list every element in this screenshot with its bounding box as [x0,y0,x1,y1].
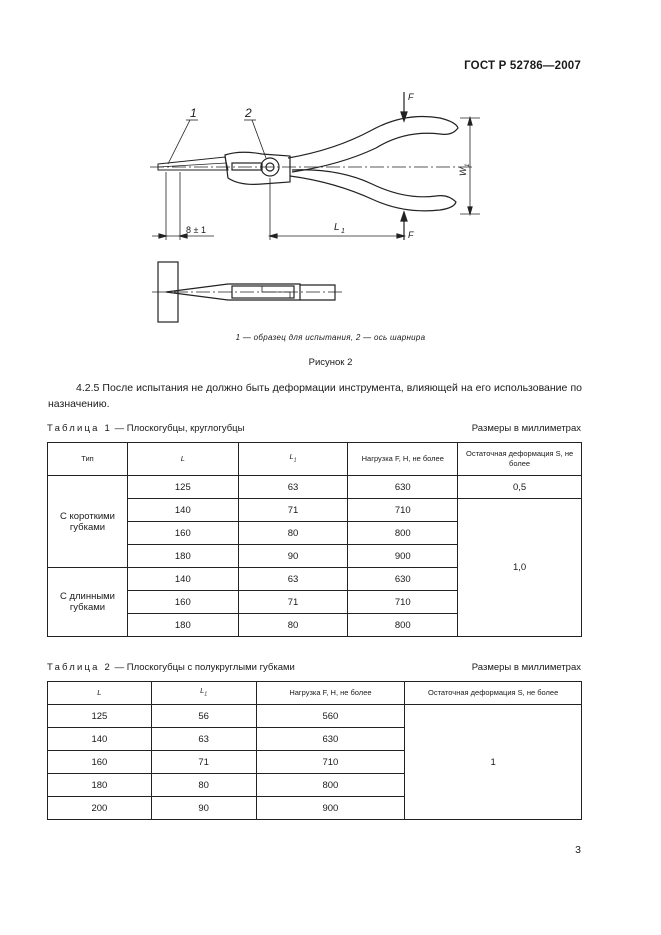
table2-cell: 160 [48,751,152,774]
table1-cell: 800 [348,522,458,545]
table1-header-deformation: Остаточная деформация S, не более [458,443,582,476]
table2-cell: 900 [256,797,405,820]
table1-header-l1: $L_1$ [238,443,348,476]
table1-cell: 630 [348,476,458,499]
table1-header-l: L [127,443,238,476]
callout-1: 1 [190,106,197,120]
table2-cell: 56 [151,705,256,728]
table2-cell: 90 [151,797,256,820]
pliers-drawing [0,0,661,340]
dim-8: 8 ± 1 [186,225,206,235]
table1-cell: 630 [348,568,458,591]
table2-deformation: 1 [405,705,582,820]
callout-2: 2 [245,106,252,120]
table2-cell: 560 [256,705,405,728]
table2-cell: 710 [256,751,405,774]
table2-cell: 800 [256,774,405,797]
table1 [47,442,582,637]
table1-cell: 71 [238,499,348,522]
document-code: ГОСТ Р 52786—2007 [464,60,581,72]
table1-header-type: Тип [48,443,128,476]
table2-header-l: L [48,682,152,705]
table2 [47,681,582,820]
table2-title [47,662,295,673]
figure-legend: 1 — образец для испытания, 2 — ось шарнира [235,333,426,342]
table1-cell: 140 [127,568,238,591]
table1-cell: 710 [348,591,458,614]
table1-deformation-1: 0,5 [458,476,582,499]
table2-cell: 200 [48,797,152,820]
figure-caption: Рисунок 2 [308,357,353,368]
page-number: 3 [575,844,581,856]
table1-cell: 140 [127,499,238,522]
w1-sub: 1 [465,163,471,167]
table1-group-short: С короткими губками [48,476,128,568]
table1-units: Размеры в миллиметрах [471,423,581,434]
table1-cell: 71 [238,591,348,614]
table1-cell: 710 [348,499,458,522]
table1-cell: 160 [127,522,238,545]
table1-cell: 900 [348,545,458,568]
table1-label: Таблица 1 [47,423,112,434]
table2-cell: 125 [48,705,152,728]
table1-cell: 80 [238,522,348,545]
table1-cell: 180 [127,614,238,637]
table1-group-long: С длинными губками [48,568,128,637]
table2-header-deformation: Остаточная деформация S, не более [405,682,582,705]
table1-cell: 80 [238,614,348,637]
table1-cell: 180 [127,545,238,568]
table1-cell: 63 [238,568,348,591]
table2-title-text: — Плоскогубцы с полукруглыми губками [114,662,295,673]
clause-paragraph: 4.2.5 После испытания не должно быть деформации инструмента, влияющей на его использование по назначению. [48,382,582,410]
force-label-top: F [408,92,414,102]
table2-header-load: Нагрузка F, Н, не более [256,682,405,705]
table1-title-text: — Плоскогубцы, круглогубцы [114,423,245,434]
table2-cell: 71 [151,751,256,774]
table1-cell: 800 [348,614,458,637]
table2-units: Размеры в миллиметрах [471,662,581,673]
force-label-bottom: F [408,230,414,240]
table2-cell: 80 [151,774,256,797]
table1-deformation-2: 1,0 [458,499,582,637]
table1-title [47,423,244,434]
table2-cell: 140 [48,728,152,751]
l1-label: L [334,222,340,233]
table2-label: Таблица 2 [47,662,112,673]
l1-sub: 1 [341,228,345,235]
table2-cell: 180 [48,774,152,797]
table1-cell: 125 [127,476,238,499]
table1-cell: 90 [238,545,348,568]
table1-header-load: Нагрузка F, Н, не более [348,443,458,476]
table2-header-l1: $L_1$ [151,682,256,705]
table1-cell: 160 [127,591,238,614]
table2-cell: 630 [256,728,405,751]
table2-cell: 63 [151,728,256,751]
table1-cell: 63 [238,476,348,499]
w1-label: W [458,167,468,176]
